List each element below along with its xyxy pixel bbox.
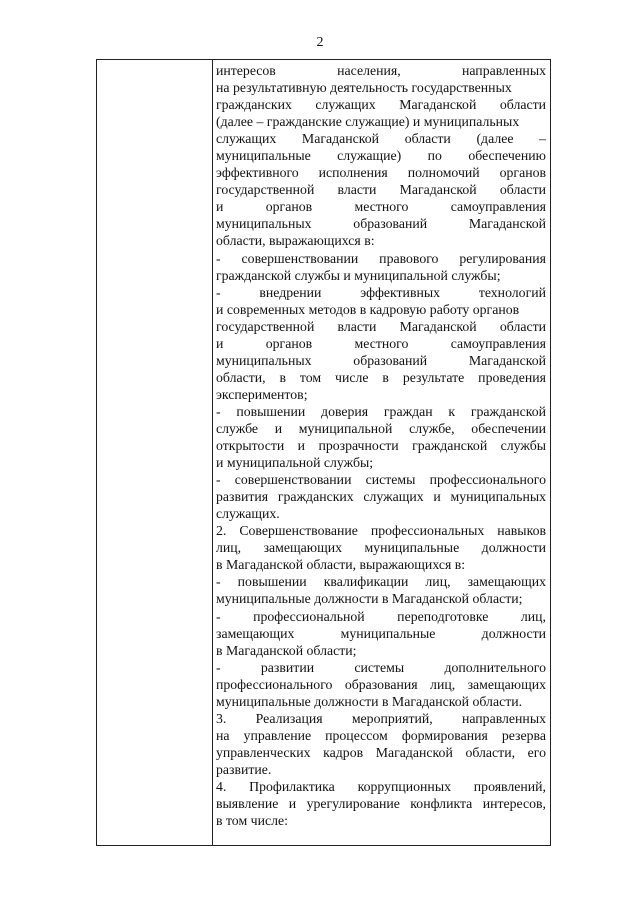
text-line: - повышении квалификации лиц, замещающих bbox=[216, 574, 546, 590]
text-line: муниципальных образований Магаданской bbox=[216, 352, 546, 368]
content-table bbox=[96, 59, 551, 846]
text-line: и муниципальной службы; bbox=[216, 455, 374, 471]
text-line: муниципальные служащие) по обеспечению bbox=[216, 148, 546, 164]
text-line: служащих Магаданской области (далее – bbox=[216, 131, 546, 147]
text-line: профессионального образования лиц, замещающих bbox=[216, 676, 546, 692]
table-right-cell bbox=[213, 60, 550, 845]
text-line: служащих. bbox=[216, 506, 280, 522]
text-line: гражданской службы и муниципальной службы; bbox=[216, 267, 501, 283]
text-line: государственной власти Магаданской области bbox=[216, 318, 546, 334]
text-line: 4. Профилактика коррупционных проявлений, bbox=[216, 778, 546, 794]
text-line: и органов местного самоуправления bbox=[216, 335, 546, 351]
text-line: интересов населения, направленных bbox=[216, 63, 546, 78]
text-line: - профессиональной переподготовке лиц, bbox=[216, 608, 546, 624]
text-line: - повышении доверия граждан к гражданской bbox=[216, 403, 546, 419]
text-line: на управление процессом формирования резерва bbox=[216, 727, 546, 743]
text-line: службе и муниципальной службе, обеспечении bbox=[216, 420, 546, 436]
table-left-cell bbox=[97, 60, 213, 845]
text-line: экспериментов; bbox=[216, 386, 308, 402]
text-line: и современных методов в кадровую работу органов bbox=[216, 301, 520, 317]
text-line: - совершенствовании системы профессионального bbox=[216, 472, 546, 488]
text-line: лиц, замещающих муниципальные должности bbox=[216, 540, 546, 556]
text-line: эффективного исполнения полномочий органов bbox=[216, 165, 546, 181]
text-line: гражданских служащих Магаданской области bbox=[216, 97, 546, 113]
text-line: развитие. bbox=[216, 761, 272, 777]
text-line: выявление и урегулирование конфликта интересов, bbox=[216, 796, 546, 812]
text-line: государственной власти Магаданской области bbox=[216, 182, 546, 198]
text-line: на результативную деятельность государственных bbox=[216, 80, 512, 96]
text-line: замещающих муниципальные должности bbox=[216, 625, 546, 641]
text-line: - развитии системы дополнительного bbox=[216, 659, 546, 675]
text-line: - внедрении эффективных технологий bbox=[216, 284, 546, 300]
text-line: муниципальные должности в Магаданской области. bbox=[216, 693, 523, 709]
text-line: 3. Реализация мероприятий, направленных bbox=[216, 710, 546, 726]
text-line: развития гражданских служащих и муниципальных bbox=[216, 489, 546, 505]
text-line: муниципальных образований Магаданской bbox=[216, 216, 546, 232]
text-line: и органов местного самоуправления bbox=[216, 199, 546, 215]
text-line: области, в том числе в результате проведения bbox=[216, 369, 546, 385]
page-number: 2 bbox=[316, 35, 324, 50]
text-line: в Магаданской области, выражающихся в: bbox=[216, 557, 466, 573]
text-line: (далее – гражданские служащие) и муниципальных bbox=[216, 114, 520, 130]
text-line: в том числе: bbox=[216, 813, 288, 829]
text-line: 2. Совершенствование профессиональных навыков bbox=[216, 523, 546, 539]
text-line: - совершенствовании правового регулирования bbox=[216, 250, 546, 266]
text-line: управленческих кадров Магаданской области, его bbox=[216, 744, 546, 760]
text-line: открытости и прозрачности гражданской службы bbox=[216, 438, 546, 454]
text-line: муниципальные должности в Магаданской области; bbox=[216, 591, 523, 607]
text-line: в Магаданской области; bbox=[216, 642, 357, 658]
text-line: области, выражающихся в: bbox=[216, 233, 375, 249]
